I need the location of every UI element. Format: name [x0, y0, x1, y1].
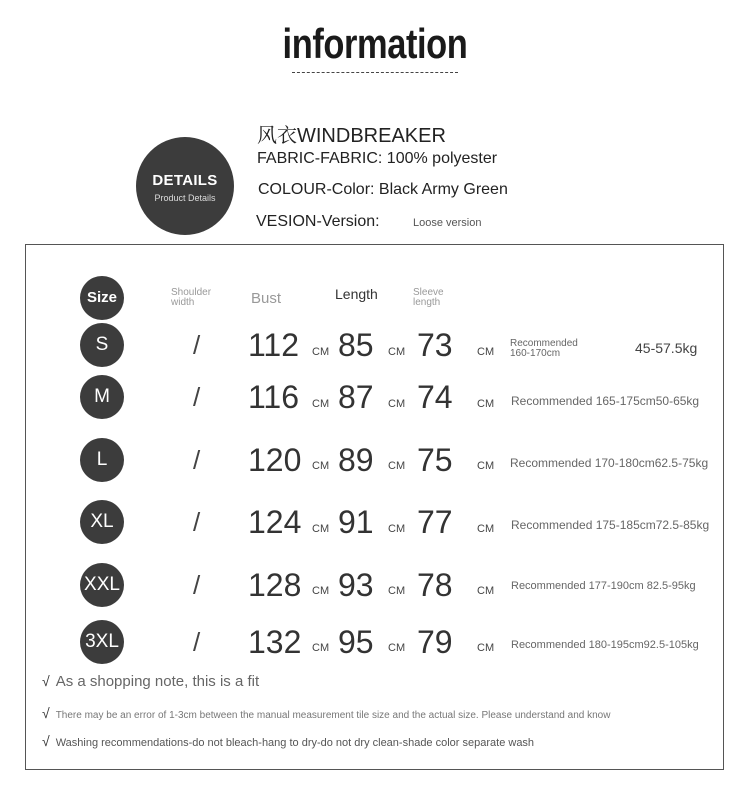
- sleeve-value: 78: [417, 567, 453, 603]
- shoulder-value: /: [193, 627, 201, 657]
- sleeve-value: 73: [417, 327, 453, 363]
- unit-label: CM: [477, 523, 495, 535]
- size-badge: XXL: [80, 563, 124, 607]
- size-badge: XL: [80, 500, 124, 544]
- recommendation: Recommended 180-195cm92.5-105kg: [511, 639, 699, 651]
- product-version: [256, 213, 482, 231]
- shoulder-header-line1: Shoulder: [171, 287, 212, 298]
- length-value: 89: [338, 442, 374, 478]
- sleeve-value: 74: [417, 379, 453, 415]
- unit-label: CM: [312, 585, 330, 597]
- unit-label: CM: [312, 523, 330, 535]
- check-icon: √: [42, 673, 50, 689]
- unit-label: CM: [312, 398, 330, 410]
- title-underline: [292, 72, 458, 73]
- shoulder-value: /: [193, 330, 201, 360]
- size-badge: S: [80, 323, 124, 367]
- unit-label: CM: [388, 523, 406, 535]
- recommendation: Recommended 165-175cm50-65kg: [511, 394, 700, 408]
- unit-label: CM: [388, 585, 406, 597]
- size-badge: 3XL: [80, 620, 124, 664]
- bust-value: 112: [248, 327, 300, 363]
- sleeve-header-line2: length: [413, 297, 441, 308]
- length-value: 85: [338, 327, 374, 363]
- bust-value: 124: [248, 504, 302, 540]
- size-header-badge: Size: [80, 276, 124, 320]
- bust-value: 128: [248, 567, 302, 603]
- shoulder-header-line2: width: [171, 297, 195, 308]
- check-icon: √: [42, 733, 50, 749]
- note-washing-text: Washing recommendations-do not bleach-hang to dry-do not dry clean-shade color separate wash: [55, 737, 535, 749]
- recommendation-line2: 160-170cm: [510, 348, 561, 359]
- recommendation-line1: Recommended: [510, 338, 578, 349]
- product-colour: COLOUR-Color: Black Army Green: [258, 181, 508, 198]
- sleeve-value: 79: [417, 624, 453, 660]
- length-value: 95: [338, 624, 374, 660]
- sleeve-header-line1: Sleeve: [413, 287, 444, 298]
- bust-value: 120: [248, 442, 302, 478]
- note-measurement-error: [42, 705, 610, 721]
- check-icon: √: [42, 705, 50, 721]
- note-washing: [42, 733, 534, 749]
- unit-label: CM: [388, 398, 406, 410]
- bust-value: 116: [248, 379, 300, 415]
- size-badge: L: [80, 438, 124, 482]
- note-fit-text: As a shopping note, this is a fit: [55, 673, 260, 690]
- sleeve-value: 77: [417, 504, 453, 540]
- bust-value: 132: [248, 624, 302, 660]
- unit-label: CM: [477, 398, 495, 410]
- unit-label: CM: [312, 460, 330, 472]
- unit-label: CM: [388, 460, 406, 472]
- unit-label: CM: [312, 346, 330, 358]
- product-fabric: FABRIC-FABRIC: 100% polyester: [257, 150, 498, 167]
- unit-label: CM: [477, 460, 495, 472]
- unit-label: CM: [388, 642, 406, 654]
- recommendation: Recommended 170-180cm62.5-75kg: [510, 456, 709, 470]
- recommendation-weight: 45-57.5kg: [635, 340, 698, 356]
- recommendation: Recommended 177-190cm 82.5-95kg: [511, 580, 696, 592]
- shoulder-value: /: [193, 507, 201, 537]
- product-name: 风衣WINDBREAKER: [257, 125, 446, 147]
- details-badge-label: DETAILS: [152, 172, 218, 189]
- length-value: 93: [338, 567, 374, 603]
- unit-label: CM: [388, 346, 406, 358]
- length-value: 87: [338, 379, 374, 415]
- unit-label: CM: [477, 585, 495, 597]
- shoulder-value: /: [193, 382, 201, 412]
- recommendation: Recommended 175-185cm72.5-85kg: [511, 518, 710, 532]
- shoulder-value: /: [193, 570, 201, 600]
- length-value: 91: [338, 504, 374, 540]
- unit-label: CM: [477, 642, 495, 654]
- product-version-value: Loose version: [413, 217, 482, 229]
- sleeve-value: 75: [417, 442, 453, 478]
- size-badge: M: [80, 375, 124, 419]
- page-title: information: [282, 20, 468, 67]
- note-fit: [42, 673, 259, 690]
- product-version-label: VESION-Version:: [256, 213, 380, 230]
- bust-header: Bust: [251, 290, 282, 307]
- length-header: Length: [335, 286, 378, 302]
- unit-label: CM: [477, 346, 495, 358]
- details-badge: [136, 137, 234, 235]
- size-table-frame: [25, 244, 724, 770]
- unit-label: CM: [312, 642, 330, 654]
- note-measurement-error-text: There may be an error of 1-3cm between the manual measurement tile size and the actual size. Please understand and know: [55, 710, 611, 721]
- shoulder-value: /: [193, 445, 201, 475]
- details-badge-sublabel: Product Details: [154, 193, 216, 203]
